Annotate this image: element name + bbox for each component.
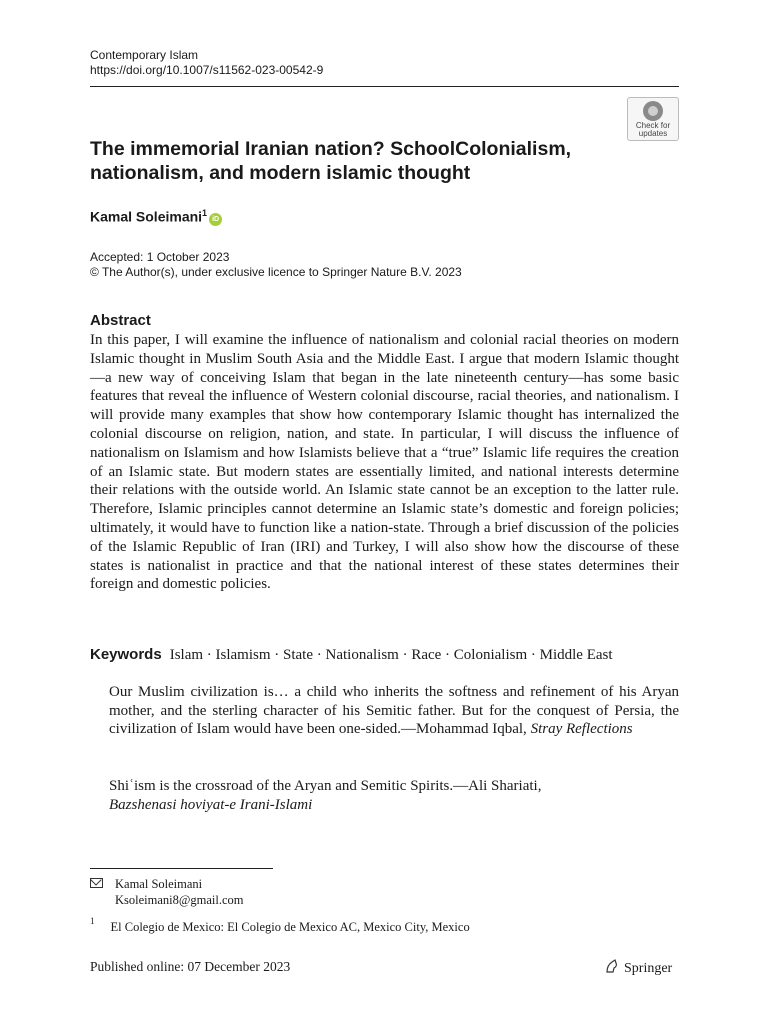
published-date: Published online: 07 December 2023 <box>90 959 291 974</box>
epigraph-quote: Our Muslim civilization is… a child who inherits the softness and refinement of his Aryan mother, and the sterling character of his Semitic father. But for the conquest of Persia, the civilization of Islam would have been one-sided.—Mohammad Iqbal, <box>109 684 679 737</box>
abstract-text: In this paper, I will examine the influence of nationalism and colonial racial theories on modern Islamic thought in Muslim South Asia and the Middle East. I argue that modern Islamic thought —a new way of conceiving Islam that began in the late nineteenth century—has some basic features that reveal the influence of Western colonial discourse, racial theories, and nationalism. I will provide many examples that show how contemporary Islamic thought has internalized the colonial discourse on religion, nation, and state. In particular, I will discuss the influence of nationalism on Islamism and how Islamists believe that a “true” Islamic life requires the creation of an Islamic state. But modern states are essentially limited, and national interests determine their relations with the outside world. An Islamic state cannot be an exception to the latter rule. Therefore, Islamic principles cannot determine an Islamic state’s domestic and foreign policies; ultimately, it would have to function like a nation-state. Through a brief discussion of the policies of the Islamic Republic of Iran (IRI) and Turkey, I will also show how the discourse of these states is nationalist in practice and that the national interest of these states determines their foreign and domestic policies. <box>90 332 679 593</box>
doi-link[interactable]: https://doi.org/10.1007/s11562-023-00542-9 <box>90 63 324 77</box>
epigraph-source: Stray Reflections <box>530 721 633 737</box>
envelope-icon <box>90 878 103 888</box>
corresponding-author <box>90 876 244 908</box>
publisher-name: Springer <box>624 961 673 976</box>
epigraph-iqbal <box>109 683 679 739</box>
epigraph-source: Bazshenasi hoviyat-e Irani-Islami <box>109 796 313 813</box>
check-for-updates-badge[interactable] <box>627 97 679 141</box>
keywords-list: Islam · Islamism · State · Nationalism · Race · Colonialism · Middle East <box>169 647 613 663</box>
author-affiliation-mark: 1 <box>202 208 208 218</box>
abstract-heading: Abstract <box>90 312 151 329</box>
keywords-label: Keywords <box>90 646 162 663</box>
header-divider <box>90 86 679 87</box>
keywords-line <box>90 645 613 664</box>
article-dates <box>90 250 462 280</box>
author-name[interactable]: Kamal Soleimani <box>90 208 203 225</box>
check-updates-icon <box>643 101 663 121</box>
article-title: The immemorial Iranian nation? SchoolColonialism, nationalism, and modern islamic thought <box>90 138 572 184</box>
journal-header <box>90 48 323 78</box>
journal-name: Contemporary Islam <box>90 48 199 62</box>
badge-line-2: updates <box>638 129 668 138</box>
springer-horse-icon <box>604 958 620 974</box>
affiliation-text: El Colegio de Mexico: El Colegio de Mexico AC, Mexico City, Mexico <box>110 920 470 935</box>
affiliation-mark: 1 <box>90 916 95 926</box>
accepted-date: Accepted: 1 October 2023 <box>90 250 230 264</box>
publisher-logo <box>604 958 672 977</box>
contact-name: Kamal Soleimani <box>115 877 203 891</box>
badge-line-1: Check for <box>635 121 671 130</box>
epigraph-quote: Shiʿism is the crossroad of the Aryan and Semitic Spirits.—Ali Shariati, <box>109 778 542 794</box>
epigraph-shariati <box>109 777 679 814</box>
footnote-divider <box>90 868 273 869</box>
copyright-notice: © The Author(s), under exclusive licence to Springer Nature B.V. 2023 <box>90 265 462 279</box>
affiliation-footnote <box>90 918 470 935</box>
author-line <box>90 208 222 226</box>
orcid-icon[interactable]: iD <box>209 213 222 226</box>
contact-email[interactable]: Ksoleimani8@gmail.com <box>115 893 244 907</box>
